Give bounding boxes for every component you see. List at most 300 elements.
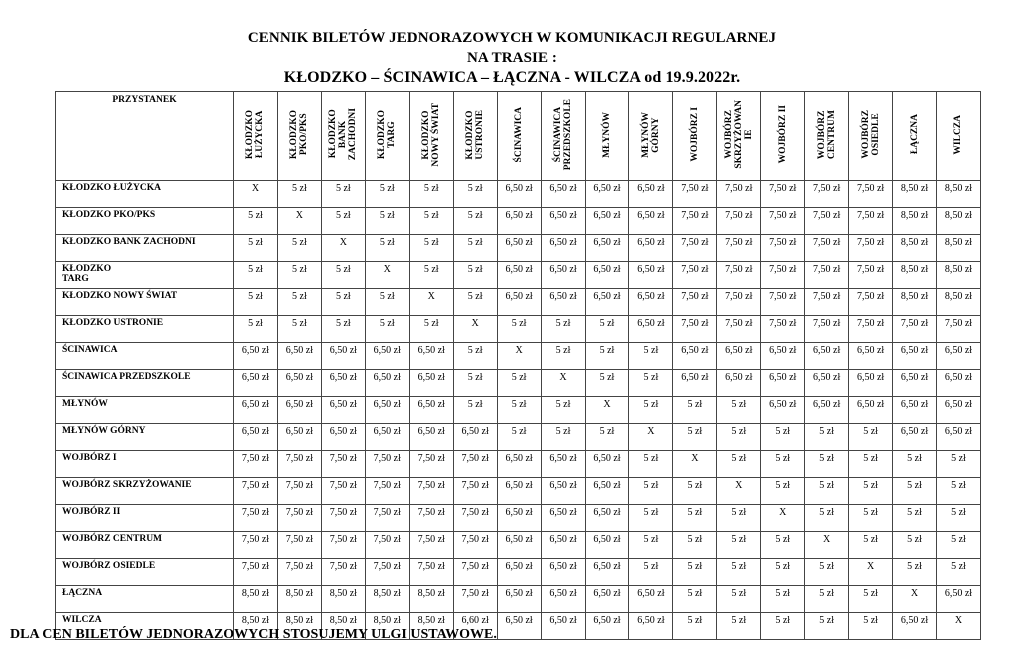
- price-cell: 7,50 zł: [234, 559, 278, 586]
- column-header-label: KŁODZKO ŁUŻYCKA: [245, 109, 266, 160]
- price-cell: 5 zł: [629, 451, 673, 478]
- price-cell: 5 zł: [673, 532, 717, 559]
- price-cell: 5 zł: [277, 181, 321, 208]
- table-row: [56, 532, 981, 559]
- price-cell: 7,50 zł: [849, 262, 893, 289]
- price-cell: 8,50 zł: [937, 181, 981, 208]
- row-label: WILCZA: [56, 613, 234, 640]
- price-cell: 5 zł: [365, 181, 409, 208]
- price-cell: 7,50 zł: [321, 505, 365, 532]
- price-cell: 6,50 zł: [541, 559, 585, 586]
- column-header: [321, 92, 365, 181]
- table-row: [56, 505, 981, 532]
- price-cell: 5 zł: [761, 424, 805, 451]
- price-cell: 7,50 zł: [277, 478, 321, 505]
- price-cell: 6,50 zł: [585, 613, 629, 640]
- price-cell: 6,50 zł: [849, 370, 893, 397]
- price-cell: 5 zł: [849, 424, 893, 451]
- price-cell: 5 zł: [234, 316, 278, 343]
- price-cell: 5 zł: [937, 559, 981, 586]
- price-cell: 6,50 zł: [234, 343, 278, 370]
- price-cell: 5 zł: [805, 424, 849, 451]
- price-cell: 5 zł: [673, 397, 717, 424]
- price-cell: 7,50 zł: [321, 478, 365, 505]
- price-cell: 6,50 zł: [805, 343, 849, 370]
- price-cell: 6,50 zł: [541, 262, 585, 289]
- price-cell: 5 zł: [234, 208, 278, 235]
- price-cell: 5 zł: [761, 451, 805, 478]
- price-cell: 5 zł: [234, 235, 278, 262]
- price-cell: 8,50 zł: [321, 613, 365, 640]
- price-cell: 6,50 zł: [629, 613, 673, 640]
- title-line-2: NA TRASIE :: [466, 50, 558, 66]
- price-cell: 7,50 zł: [805, 235, 849, 262]
- price-table-body: [56, 181, 981, 640]
- price-cell: 6,50 zł: [585, 586, 629, 613]
- price-cell: 5 zł: [629, 505, 673, 532]
- column-header-label: KŁODZKO NOWY ŚWIAT: [421, 102, 442, 167]
- price-cell: 7,50 zł: [321, 451, 365, 478]
- column-header: [541, 92, 585, 181]
- price-cell: 7,50 zł: [673, 316, 717, 343]
- price-cell: 5 zł: [541, 397, 585, 424]
- column-header: [893, 92, 937, 181]
- price-cell: 5 zł: [453, 235, 497, 262]
- price-cell: 7,50 zł: [277, 559, 321, 586]
- price-cell: 5 zł: [717, 505, 761, 532]
- price-cell: 5 zł: [453, 343, 497, 370]
- price-cell: 5 zł: [673, 613, 717, 640]
- price-cell: 5 zł: [234, 289, 278, 316]
- price-cell: 5 zł: [541, 343, 585, 370]
- price-cell: 6,50 zł: [409, 424, 453, 451]
- price-cell: 5 zł: [761, 478, 805, 505]
- price-cell: 8,50 zł: [937, 208, 981, 235]
- price-cell: 7,50 zł: [717, 316, 761, 343]
- stop-column-header: PRZYSTANEK: [56, 92, 234, 181]
- price-cell: 6,50 zł: [365, 424, 409, 451]
- row-label: KŁODZKO BANK ZACHODNI: [56, 235, 234, 262]
- price-cell: 6,50 zł: [717, 370, 761, 397]
- row-label: MŁYNÓW GÓRNY: [56, 424, 234, 451]
- price-cell: 6,50 zł: [629, 235, 673, 262]
- price-cell: 5 zł: [321, 181, 365, 208]
- price-cell: 6,50 zł: [849, 397, 893, 424]
- table-row: [56, 370, 981, 397]
- price-cell: 7,50 zł: [453, 478, 497, 505]
- price-cell: 5 zł: [717, 532, 761, 559]
- price-cell: 6,50 zł: [585, 208, 629, 235]
- row-label: WOJBÓRZ CENTRUM: [56, 532, 234, 559]
- price-cell: 6,50 zł: [805, 397, 849, 424]
- price-cell: 5 zł: [805, 613, 849, 640]
- column-header-label: WOJBÓRZ SKRZYŻOWAN IE: [723, 100, 754, 169]
- price-cell: 5 zł: [937, 451, 981, 478]
- price-cell: 5 zł: [409, 181, 453, 208]
- price-cell: 7,50 zł: [234, 532, 278, 559]
- table-row: [56, 424, 981, 451]
- price-cell: 5 zł: [893, 559, 937, 586]
- price-cell: 6,50 zł: [541, 289, 585, 316]
- price-cell: 5 zł: [673, 559, 717, 586]
- price-cell: 7,50 zł: [717, 208, 761, 235]
- price-cell: 6,50 zł: [761, 370, 805, 397]
- price-cell: 6,50 zł: [321, 397, 365, 424]
- price-cell: 7,50 zł: [453, 505, 497, 532]
- price-cell: 7,50 zł: [849, 235, 893, 262]
- price-cell: 5 zł: [321, 289, 365, 316]
- price-cell: 7,50 zł: [365, 559, 409, 586]
- price-cell: 5 zł: [673, 424, 717, 451]
- price-cell: 8,50 zł: [365, 613, 409, 640]
- price-cell: 8,50 zł: [277, 613, 321, 640]
- price-cell: 6,50 zł: [585, 451, 629, 478]
- price-cell: 7,50 zł: [761, 262, 805, 289]
- price-cell: 6,50 zł: [585, 181, 629, 208]
- price-cell: 5 zł: [409, 235, 453, 262]
- price-cell: 6,50 zł: [277, 424, 321, 451]
- column-header: [497, 92, 541, 181]
- price-cell: 6,50 zł: [321, 370, 365, 397]
- row-label: KŁODZKO USTRONIE: [56, 316, 234, 343]
- price-cell: 8,50 zł: [893, 208, 937, 235]
- price-cell: 7,50 zł: [761, 181, 805, 208]
- price-cell: 6,50 zł: [541, 532, 585, 559]
- price-cell: 8,50 zł: [893, 235, 937, 262]
- row-label: MŁYNÓW: [56, 397, 234, 424]
- price-cell: 7,50 zł: [321, 559, 365, 586]
- price-cell: 6,50 zł: [673, 370, 717, 397]
- price-cell: 7,50 zł: [849, 316, 893, 343]
- price-cell: 7,50 zł: [409, 559, 453, 586]
- column-header: [409, 92, 453, 181]
- column-header-label: ŚCINAWICA: [514, 106, 525, 163]
- price-cell: 6,50 zł: [541, 451, 585, 478]
- price-cell: 7,50 zł: [453, 451, 497, 478]
- price-cell: 5 zł: [365, 208, 409, 235]
- column-header-label: KŁODZKO USTRONIE: [465, 109, 486, 160]
- price-cell: 5 zł: [321, 208, 365, 235]
- price-cell: 5 zł: [849, 478, 893, 505]
- price-cell: X: [453, 316, 497, 343]
- price-cell: 5 zł: [453, 208, 497, 235]
- price-cell: 6,50 zł: [365, 343, 409, 370]
- price-cell: 7,50 zł: [805, 289, 849, 316]
- price-cell: 7,50 zł: [717, 262, 761, 289]
- price-cell: 6,50 zł: [234, 370, 278, 397]
- column-header-label: WOJBÓRZ OSIEDLE: [860, 110, 881, 159]
- price-cell: 7,50 zł: [453, 532, 497, 559]
- price-cell: 5 zł: [717, 586, 761, 613]
- price-cell: 6,50 zł: [409, 397, 453, 424]
- price-cell: 5 zł: [717, 613, 761, 640]
- column-header: [937, 92, 981, 181]
- price-cell: 5 zł: [277, 262, 321, 289]
- price-cell: 6,50 zł: [321, 424, 365, 451]
- row-label: WOJBÓRZ SKRZYŻOWANIE: [56, 478, 234, 505]
- price-cell: 6,50 zł: [453, 424, 497, 451]
- price-cell: 7,50 zł: [277, 451, 321, 478]
- table-row: [56, 559, 981, 586]
- price-cell: X: [277, 208, 321, 235]
- price-cell: 6,50 zł: [541, 478, 585, 505]
- price-cell: 5 zł: [453, 397, 497, 424]
- price-cell: 6,50 zł: [937, 370, 981, 397]
- column-header-label: KŁODZKO PKO/PKS: [289, 109, 310, 160]
- price-cell: 5 zł: [629, 559, 673, 586]
- price-cell: 7,50 zł: [893, 316, 937, 343]
- price-cell: X: [541, 370, 585, 397]
- price-cell: 5 zł: [849, 613, 893, 640]
- price-cell: 6,50 zł: [234, 397, 278, 424]
- table-row: [56, 289, 981, 316]
- price-cell: 6,50 zł: [497, 532, 541, 559]
- price-cell: 7,50 zł: [234, 478, 278, 505]
- price-cell: 7,50 zł: [717, 181, 761, 208]
- price-cell: X: [937, 613, 981, 640]
- price-cell: 7,50 zł: [321, 532, 365, 559]
- price-cell: 6,50 zł: [497, 262, 541, 289]
- price-cell: 6,50 zł: [497, 478, 541, 505]
- price-cell: X: [365, 262, 409, 289]
- price-cell: 7,50 zł: [673, 262, 717, 289]
- price-cell: 6,50 zł: [805, 370, 849, 397]
- price-cell: 5 zł: [585, 424, 629, 451]
- price-cell: 5 zł: [673, 505, 717, 532]
- price-cell: 7,50 zł: [717, 289, 761, 316]
- price-cell: 6,50 zł: [497, 181, 541, 208]
- price-cell: 5 zł: [937, 478, 981, 505]
- price-cell: 7,50 zł: [805, 181, 849, 208]
- price-cell: 5 zł: [453, 181, 497, 208]
- table-row: [56, 451, 981, 478]
- row-label: KŁODZKO PKO/PKS: [56, 208, 234, 235]
- price-cell: 5 zł: [717, 397, 761, 424]
- price-cell: 5 zł: [585, 343, 629, 370]
- price-cell: 7,50 zł: [761, 235, 805, 262]
- price-cell: 6,50 zł: [497, 235, 541, 262]
- price-cell: 6,50 zł: [365, 397, 409, 424]
- price-cell: 5 zł: [937, 532, 981, 559]
- row-label: WOJBÓRZ OSIEDLE: [56, 559, 234, 586]
- price-cell: X: [497, 343, 541, 370]
- title-line-3: KŁODZKO – ŚCINAWICA – ŁĄCZNA - WILCZA od 19.9.2022r.: [283, 69, 741, 86]
- price-cell: 6,50 zł: [717, 343, 761, 370]
- price-cell: 6,50 zł: [761, 343, 805, 370]
- row-label: KŁODZKO ŁUŻYCKA: [56, 181, 234, 208]
- price-cell: 8,50 zł: [234, 613, 278, 640]
- price-cell: 6,50 zł: [629, 586, 673, 613]
- price-cell: 5 zł: [277, 316, 321, 343]
- document-title: [0, 28, 1024, 88]
- price-cell: X: [805, 532, 849, 559]
- table-row: [56, 235, 981, 262]
- row-label: ŚCINAWICA: [56, 343, 234, 370]
- price-cell: 6,50 zł: [937, 424, 981, 451]
- column-header: [234, 92, 278, 181]
- column-header: [585, 92, 629, 181]
- column-header-label: MŁYNÓW: [601, 111, 612, 158]
- price-cell: 5 zł: [321, 262, 365, 289]
- price-cell: 5 zł: [717, 559, 761, 586]
- column-header: [849, 92, 893, 181]
- price-cell: 5 zł: [937, 505, 981, 532]
- price-cell: 6,50 zł: [937, 397, 981, 424]
- price-cell: 6,50 zł: [585, 289, 629, 316]
- price-cell: 5 zł: [849, 505, 893, 532]
- price-cell: 6,50 zł: [541, 235, 585, 262]
- price-cell: 5 zł: [497, 424, 541, 451]
- price-cell: 5 zł: [453, 262, 497, 289]
- price-cell: 6,50 zł: [277, 397, 321, 424]
- price-cell: 7,50 zł: [409, 478, 453, 505]
- price-cell: 7,50 zł: [365, 505, 409, 532]
- price-cell: 5 zł: [673, 478, 717, 505]
- price-cell: 8,50 zł: [893, 181, 937, 208]
- column-header: [717, 92, 761, 181]
- price-cell: 7,50 zł: [805, 262, 849, 289]
- price-cell: X: [629, 424, 673, 451]
- title-line-1: CENNIK BILETÓW JEDNORAZOWYCH W KOMUNIKACJI REGULARNEJ: [247, 30, 777, 46]
- price-cell: 5 zł: [409, 262, 453, 289]
- price-cell: 7,50 zł: [409, 532, 453, 559]
- price-cell: 5 zł: [761, 586, 805, 613]
- price-cell: 7,50 zł: [365, 451, 409, 478]
- price-cell: 5 zł: [497, 316, 541, 343]
- column-header: [761, 92, 805, 181]
- price-cell: 7,50 zł: [673, 235, 717, 262]
- price-cell: 7,50 zł: [277, 532, 321, 559]
- column-header-label: ŁĄCZNA: [909, 114, 920, 155]
- price-cell: 5 zł: [805, 559, 849, 586]
- price-cell: 6,50 zł: [277, 370, 321, 397]
- price-cell: 6,50 zł: [893, 397, 937, 424]
- price-cell: 6,60 zł: [453, 613, 497, 640]
- price-cell: X: [321, 235, 365, 262]
- price-cell: 6,50 zł: [849, 343, 893, 370]
- price-cell: 7,50 zł: [234, 505, 278, 532]
- price-cell: 5 zł: [805, 451, 849, 478]
- price-cell: 5 zł: [365, 316, 409, 343]
- table-row: [56, 208, 981, 235]
- price-cell: 5 zł: [717, 451, 761, 478]
- column-header: [805, 92, 849, 181]
- price-table: [55, 91, 981, 640]
- price-cell: 6,50 zł: [541, 208, 585, 235]
- price-cell: X: [849, 559, 893, 586]
- price-cell: 7,50 zł: [365, 478, 409, 505]
- price-cell: 6,50 zł: [541, 586, 585, 613]
- price-cell: 5 zł: [761, 559, 805, 586]
- price-cell: 6,50 zł: [497, 451, 541, 478]
- column-header-label: ŚCINAWICA PRZEDSZKOLE: [553, 98, 574, 171]
- column-header-label: KŁODZKO BANK ZACHODNI: [328, 108, 359, 161]
- price-cell: 6,50 zł: [629, 316, 673, 343]
- price-cell: 6,50 zł: [541, 181, 585, 208]
- price-cell: 6,50 zł: [673, 343, 717, 370]
- price-cell: 5 zł: [849, 451, 893, 478]
- row-label: ŚCINAWICA PRZEDSZKOLE: [56, 370, 234, 397]
- column-header-label: KŁODZKO TARG: [377, 109, 398, 160]
- price-cell: 8,50 zł: [937, 262, 981, 289]
- price-cell: 5 zł: [277, 289, 321, 316]
- price-cell: 7,50 zł: [805, 316, 849, 343]
- price-cell: 6,50 zł: [497, 586, 541, 613]
- price-cell: 6,50 zł: [497, 208, 541, 235]
- price-cell: 6,50 zł: [409, 343, 453, 370]
- table-row: [56, 181, 981, 208]
- price-cell: 7,50 zł: [849, 181, 893, 208]
- price-cell: 7,50 zł: [409, 451, 453, 478]
- price-cell: 8,50 zł: [365, 586, 409, 613]
- price-cell: 6,50 zł: [937, 343, 981, 370]
- price-cell: 7,50 zł: [673, 289, 717, 316]
- price-cell: 5 zł: [893, 532, 937, 559]
- price-cell: 5 zł: [893, 505, 937, 532]
- price-cell: 5 zł: [717, 424, 761, 451]
- price-cell: 5 zł: [629, 397, 673, 424]
- price-cell: 6,50 zł: [893, 424, 937, 451]
- price-cell: 6,50 zł: [497, 559, 541, 586]
- price-cell: 7,50 zł: [365, 532, 409, 559]
- price-cell: 7,50 zł: [849, 208, 893, 235]
- price-cell: 7,50 zł: [673, 181, 717, 208]
- price-cell: 8,50 zł: [937, 289, 981, 316]
- price-cell: 5 zł: [893, 451, 937, 478]
- price-cell: 5 zł: [629, 370, 673, 397]
- price-cell: 7,50 zł: [234, 451, 278, 478]
- price-cell: 7,50 zł: [761, 316, 805, 343]
- price-cell: 5 zł: [585, 370, 629, 397]
- column-header: [277, 92, 321, 181]
- table-row: [56, 343, 981, 370]
- price-cell: X: [761, 505, 805, 532]
- price-cell: 5 zł: [497, 397, 541, 424]
- row-label: KŁODZKO NOWY ŚWIAT: [56, 289, 234, 316]
- table-row: [56, 586, 981, 613]
- price-cell: X: [234, 181, 278, 208]
- price-cell: 6,50 zł: [497, 613, 541, 640]
- price-cell: 7,50 zł: [277, 505, 321, 532]
- price-cell: 6,50 zł: [937, 586, 981, 613]
- price-cell: 6,50 zł: [585, 559, 629, 586]
- price-cell: 6,50 zł: [585, 235, 629, 262]
- row-label: ŁĄCZNA: [56, 586, 234, 613]
- price-cell: 5 zł: [849, 532, 893, 559]
- price-cell: 5 zł: [761, 532, 805, 559]
- price-cell: 6,50 zł: [893, 613, 937, 640]
- price-cell: 6,50 zł: [629, 181, 673, 208]
- price-cell: 5 zł: [453, 289, 497, 316]
- price-cell: 8,50 zł: [409, 586, 453, 613]
- price-cell: 6,50 zł: [541, 613, 585, 640]
- price-cell: 5 zł: [761, 613, 805, 640]
- price-cell: 5 zł: [849, 586, 893, 613]
- price-cell: X: [893, 586, 937, 613]
- row-label: KŁODZKO TARG: [56, 262, 234, 289]
- price-cell: 8,50 zł: [893, 262, 937, 289]
- price-cell: 7,50 zł: [761, 208, 805, 235]
- price-cell: 5 zł: [321, 316, 365, 343]
- table-row: [56, 262, 981, 289]
- column-header: [629, 92, 673, 181]
- price-cell: X: [585, 397, 629, 424]
- price-cell: X: [673, 451, 717, 478]
- price-cell: 7,50 zł: [673, 208, 717, 235]
- price-cell: 6,50 zł: [629, 262, 673, 289]
- price-cell: 6,50 zł: [585, 532, 629, 559]
- price-cell: 7,50 zł: [805, 208, 849, 235]
